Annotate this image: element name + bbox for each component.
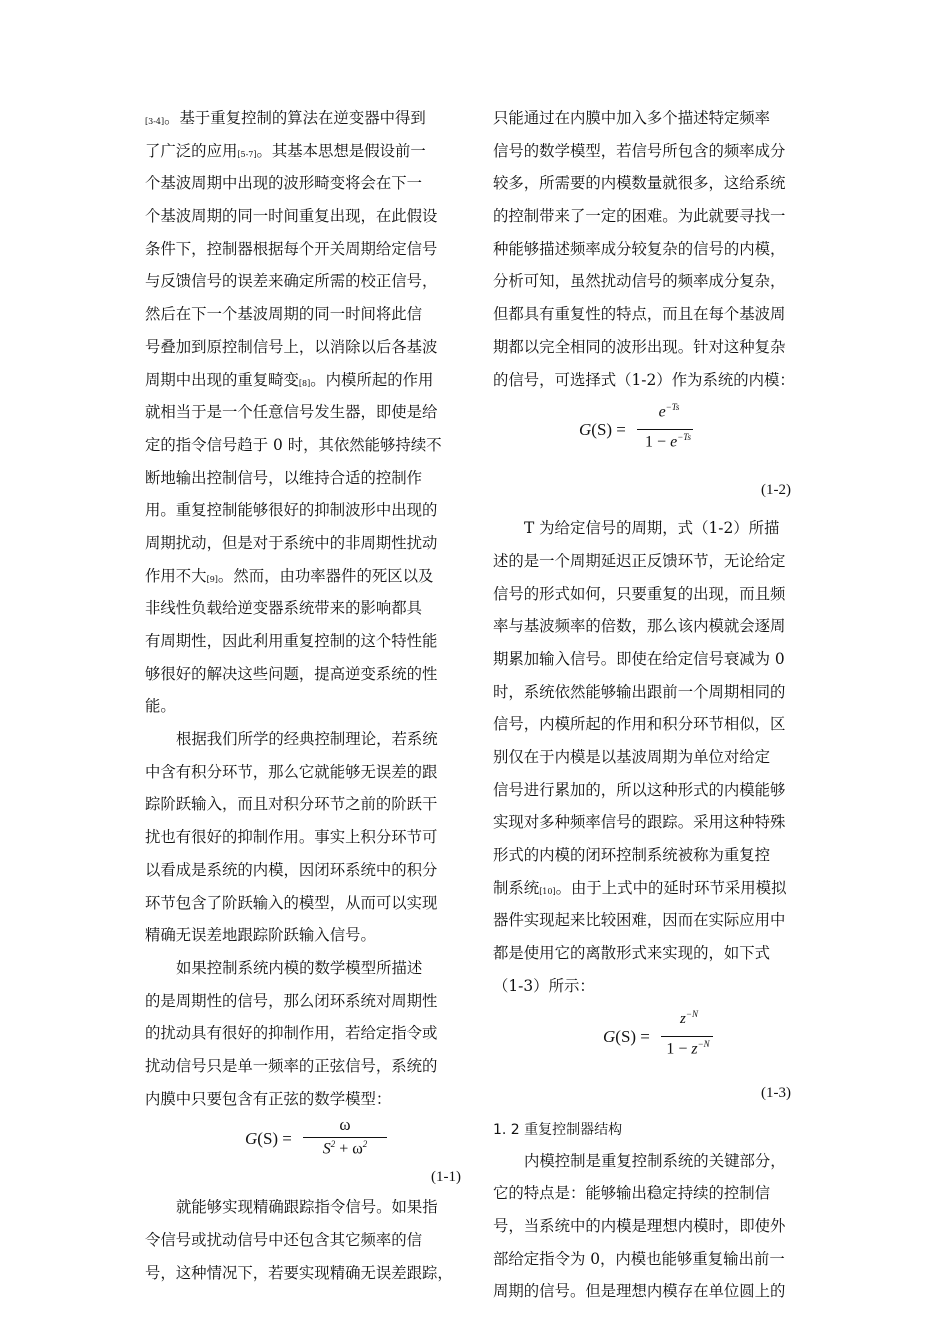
text-line: 信号进行累加的，所以这种形式的内模能够 bbox=[493, 780, 786, 799]
text-line: 作用不大[9]。然而，由功率器件的死区以及 bbox=[145, 566, 434, 585]
text-line: 个基波周期的同一时间重复出现，在此假设 bbox=[145, 207, 438, 226]
equation-number: (1-3) bbox=[761, 1084, 791, 1101]
text-line: 期累加输入信号。即使在给定信号衰减为 0 bbox=[493, 649, 785, 668]
text-line: 了广泛的应用[5-7]。其基本思想是假设前一 bbox=[145, 141, 426, 160]
text-line: 扰也有很好的抑制作用。事实上积分环节可 bbox=[145, 828, 438, 847]
text-line: 中含有积分环节，那么它就能够无误差的跟 bbox=[145, 762, 438, 781]
equation-numerator: ω bbox=[339, 1115, 351, 1135]
citation: [8] bbox=[298, 378, 311, 388]
text-line: 时，系统依然能够输出跟前一个周期相同的 bbox=[493, 682, 786, 701]
equation-1-2: G(S) = $e^{-Ts}$ $1 - e^{-Ts}$ bbox=[493, 402, 809, 460]
equation-numerator: $e^{-Ts}$ bbox=[658, 402, 680, 421]
text-line: 号叠加到原控制信号上，以消除以后各基波 bbox=[145, 337, 438, 356]
text-line: 根据我们所学的经典控制理论，若系统 bbox=[176, 730, 438, 749]
citation: [3-4] bbox=[145, 117, 165, 126]
right-column bbox=[493, 102, 809, 1308]
text-line: 环节包含了阶跃输入的模型，从而可以实现 bbox=[145, 893, 438, 912]
text-line: 形式的内模的闭环控制系统被称为重复控 bbox=[493, 846, 771, 865]
text-line: 分析可知，虽然扰动信号的频率成分复杂， bbox=[493, 272, 786, 291]
text-line: 条件下，控制器根据每个开关周期给定信号 bbox=[145, 239, 438, 258]
text-line: 与反馈信号的误差来确定所需的校正信号， bbox=[145, 272, 438, 291]
citation: [10] bbox=[539, 886, 556, 896]
text-line: 周期中出现的重复畸变[8]。内模所起的作用 bbox=[145, 370, 434, 389]
text-line: 精确无误差地跟踪阶跃输入信号。 bbox=[145, 926, 376, 945]
text-line: 个基波周期中出现的波形畸变将会在下一 bbox=[145, 174, 423, 193]
text-line: 以看成是系统的内模，因闭环系统中的积分 bbox=[145, 860, 438, 879]
text-line: 较多，所需要的内模数量就很多，这给系统 bbox=[493, 174, 786, 193]
text-line: 定的指令信号趋于 0 时，其依然能够持续不 bbox=[145, 435, 442, 454]
text-line: 号，这种情况下，若要实现精确无误差跟踪， bbox=[145, 1263, 453, 1282]
equation-number: (1-2) bbox=[761, 482, 791, 499]
text-line: 有周期性，因此利用重复控制的这个特性能 bbox=[145, 632, 438, 650]
text-line: 就能够实现精确跟踪指令信号。如果指 bbox=[176, 1198, 438, 1217]
equation-number: (1-1) bbox=[431, 1169, 461, 1186]
text-line: 就相当于是一个任意信号发生器，即使是给 bbox=[145, 403, 438, 422]
text-line: 信号的数学模型，若信号所包含的频率成分 bbox=[493, 141, 786, 160]
text-line: 述的是一个周期延迟正反馈环节，无论给定 bbox=[493, 551, 786, 570]
text-line: 制系统[10]。由于上式中的延时环节采用模拟 bbox=[493, 878, 787, 897]
citation: [9] bbox=[206, 574, 218, 584]
text-line: 内膜中只要包含有正弦的数学模型： bbox=[145, 1089, 392, 1108]
text-line: 扰动信号只是单一频率的正弦信号，系统的 bbox=[145, 1056, 438, 1075]
text-line: 部给定指令为 0，内模也能够重复输出前一 bbox=[493, 1249, 785, 1268]
text-line: 别仅在于内模是以基波周期为单位对给定 bbox=[493, 748, 771, 766]
text-line: 号，当系统中的内模是理想内模时，即使外 bbox=[493, 1216, 786, 1235]
text-line: 踪阶跃输入，而且对积分环节之前的阶跃干 bbox=[145, 795, 438, 814]
text-line: 的信号，可选择式（1-2）作为系统的内模： bbox=[493, 370, 795, 389]
text-line: 然后在下一个基波周期的同一时间将此信 bbox=[145, 305, 423, 324]
text-line: 周期的信号。但是理想内模存在单位圆上的 bbox=[493, 1282, 786, 1301]
text-line: 信号，内模所起的作用和积分环节相似，区 bbox=[493, 715, 786, 734]
fraction-bar bbox=[303, 1137, 387, 1138]
text-line: 断地输出控制信号，以维持合适的控制作 bbox=[145, 468, 423, 487]
text-line: 的是周期性的信号，那么闭环系统对周期性 bbox=[145, 991, 438, 1010]
text-line: 期都以完全相同的波形出现。针对这种复杂 bbox=[493, 337, 786, 356]
text-line: 率与基波频率的倍数，那么该内模就会逐周 bbox=[493, 617, 786, 636]
text-line: 都是使用它的离散形式来实现的，如下式 bbox=[493, 944, 771, 963]
text-line: 的扰动具有很好的抑制作用，若给定指令或 bbox=[145, 1024, 438, 1043]
text-line: 能。 bbox=[145, 697, 176, 716]
fraction-bar bbox=[637, 429, 693, 430]
text-line: 如果控制系统内模的数学模型所描述 bbox=[176, 958, 423, 977]
text-line: [3-4]。基于重复控制的算法在逆变器中得到 bbox=[145, 109, 426, 127]
text-line: 非线性负载给逆变器系统带来的影响都具 bbox=[145, 599, 423, 618]
text-line: 它的特点是：能够输出稳定持续的控制信 bbox=[493, 1184, 771, 1203]
section-heading: 1. 2 重复控制器结构 bbox=[493, 1121, 623, 1138]
text-line: 内模控制是重复控制系统的关键部分， bbox=[524, 1151, 786, 1170]
text-line: 信号的形式如何，只要重复的出现，而且频 bbox=[493, 584, 786, 603]
equation-1-3: G(S) = $z^{-N}$ $1 - z^{-N}$ bbox=[493, 1009, 809, 1067]
text-line: 器件实现起来比较困难，因而在实际应用中 bbox=[493, 911, 786, 930]
citation: [5-7] bbox=[237, 149, 257, 159]
text-line: 令信号或扰动信号中还包含其它频率的信 bbox=[145, 1231, 423, 1249]
text-line: 用。重复控制能够很好的抑制波形中出现的 bbox=[145, 501, 438, 520]
text-line: T 为给定信号的周期，式（1-2）所描 bbox=[524, 519, 780, 538]
equation-denominator: $1 - z^{-N}$ bbox=[666, 1038, 710, 1057]
equation-1-1: G(S) = ω $S^2 + \omega^2$ bbox=[145, 1115, 461, 1163]
fraction-bar bbox=[661, 1036, 713, 1037]
text-line: 周期扰动，但是对于系统中的非周期性扰动 bbox=[145, 533, 438, 552]
text-line: 但都具有重复性的特点，而且在每个基波周 bbox=[493, 305, 786, 324]
equation-numerator: $z^{-N}$ bbox=[680, 1008, 698, 1027]
text-line: 够很好的解决这些问题，提高逆变系统的性 bbox=[145, 664, 438, 683]
text-line: 种能够描述频率成分较复杂的信号的内模， bbox=[493, 239, 786, 258]
text-line: 只能通过在内膜中加入多个描述特定频率 bbox=[493, 109, 771, 127]
text-line: 的控制带来了一定的困难。为此就要寻找一 bbox=[493, 207, 786, 226]
text-line: （1-3）所示： bbox=[493, 976, 595, 995]
equation-denominator: $1 - e^{-Ts}$ bbox=[645, 432, 691, 451]
text-line: 实现对多种频率信号的跟踪。采用这种特殊 bbox=[493, 813, 786, 832]
left-column bbox=[145, 102, 461, 1289]
equation-denominator: $S^2 + \omega^2$ bbox=[322, 1139, 368, 1158]
